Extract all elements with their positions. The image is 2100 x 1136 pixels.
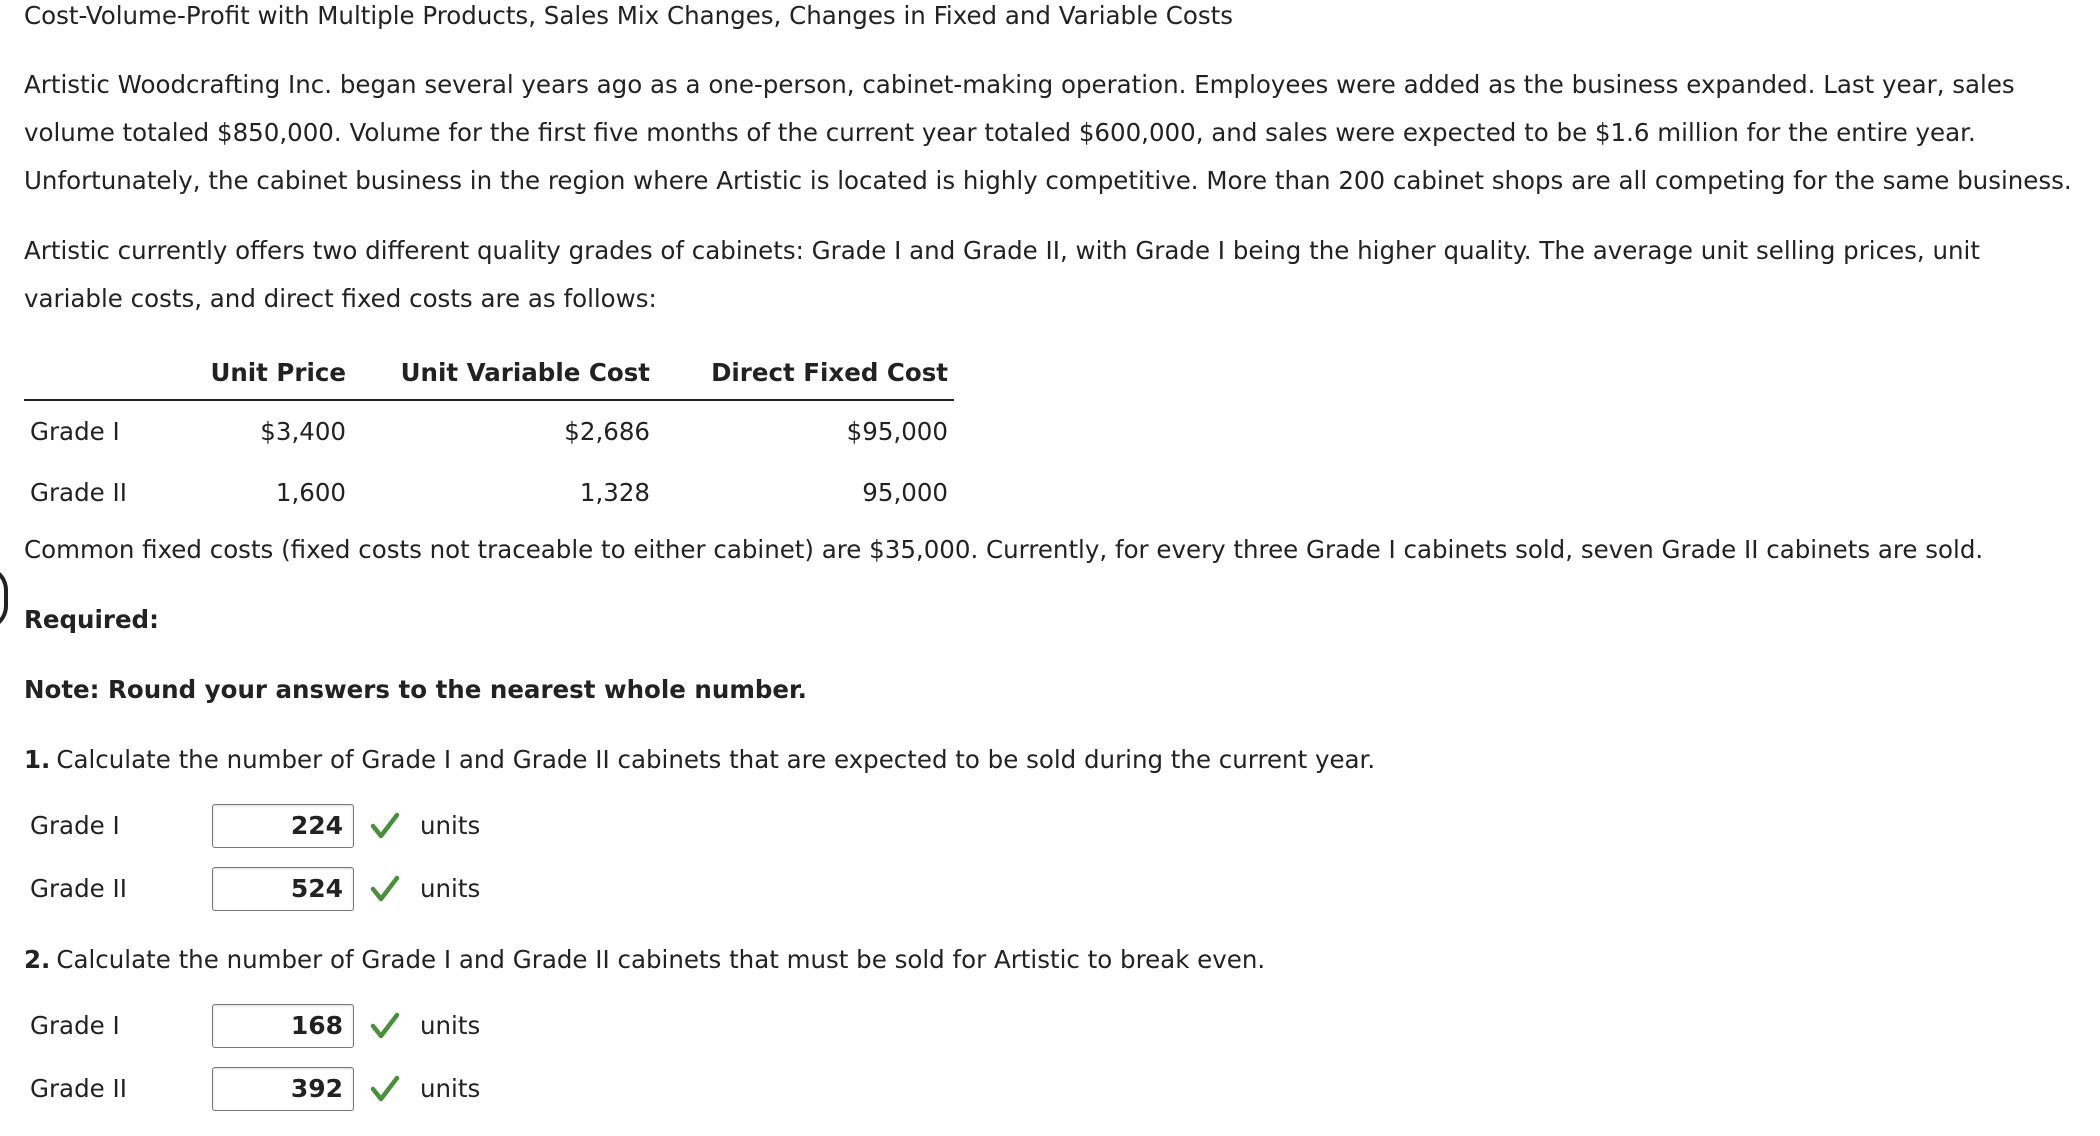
question-text: Calculate the number of Grade I and Grade II cabinets that must be sold for Artistic to break even. xyxy=(56,945,1266,974)
edge-bracket-decoration xyxy=(0,566,8,630)
units-label: units xyxy=(420,1011,481,1040)
common-fixed-paragraph: Common fixed costs (fixed costs not traceable to either cabinet) are $35,000. Currently, for every three Grade I cabinets sold, seven Grade II cabinets are sold. xyxy=(24,535,1984,564)
units-label: units xyxy=(420,874,481,903)
question-number: 2. xyxy=(24,945,51,974)
direct-fixed-cost-cell: $95,000 xyxy=(846,417,948,446)
unit-variable-cost-cell: 1,328 xyxy=(579,478,650,507)
problem-page xyxy=(24,0,2084,1120)
answer-row-grade-1 xyxy=(24,994,2084,1057)
grade-2-break-even-input[interactable]: 392 xyxy=(212,1067,354,1111)
question-1 xyxy=(24,736,2084,784)
grade-1-expected-input[interactable]: 224 xyxy=(212,804,354,848)
question-2 xyxy=(24,936,2084,984)
table-header-row xyxy=(24,345,954,400)
table-header-blank xyxy=(24,345,188,400)
unit-price-cell: $3,400 xyxy=(260,417,346,446)
row-label: Grade II xyxy=(30,478,127,507)
answer-row-grade-2 xyxy=(24,1057,2084,1120)
question-2-answers xyxy=(24,994,2084,1120)
unit-price-cell: 1,600 xyxy=(275,478,346,507)
question-1-answers xyxy=(24,794,2084,920)
answer-label: Grade II xyxy=(30,1074,127,1103)
answer-row-grade-1 xyxy=(24,794,2084,857)
unit-variable-cost-cell: $2,686 xyxy=(564,417,650,446)
answer-label: Grade II xyxy=(30,874,127,903)
answer-label: Grade I xyxy=(30,1011,120,1040)
intro-paragraph: Artistic Woodcrafting Inc. began several years ago as a one-person, cabinet-making operation. Employees were added as the business expanded. Last year, sales volume totaled $850,000. Volume for the first five months of the current year totaled $600,000, and sales were expected to be $1.6 million for the entire year. Unfortunately, the cabinet business in the region where Artistic is located is highly competitive. More than 200 cabinet shops are all competing for the same business. xyxy=(24,70,2072,195)
table-row xyxy=(24,400,954,462)
question-number: 1. xyxy=(24,745,51,774)
rounding-note: Note: Round your answers to the nearest whole number. xyxy=(24,675,807,704)
table-header-direct-fixed-cost: Direct Fixed Cost xyxy=(656,345,954,400)
answer-row-grade-2 xyxy=(24,857,2084,920)
direct-fixed-cost-cell: 95,000 xyxy=(862,478,948,507)
row-label: Grade I xyxy=(30,417,120,446)
grades-paragraph: Artistic currently offers two different quality grades of cabinets: Grade I and Grade II, with Grade I being the higher quality. The average unit selling prices, unit variable costs, and direct fixed costs are as follows: xyxy=(24,236,1980,313)
table-row xyxy=(24,462,954,523)
units-label: units xyxy=(420,811,481,840)
required-heading: Required: xyxy=(24,605,159,634)
checkmark-icon xyxy=(370,869,410,909)
table-header-unit-variable-cost: Unit Variable Cost xyxy=(352,345,656,400)
answer-label: Grade I xyxy=(30,811,120,840)
grade-1-break-even-input[interactable]: 168 xyxy=(212,1004,354,1048)
checkmark-icon xyxy=(370,1006,410,1046)
grade-2-expected-input[interactable]: 524 xyxy=(212,867,354,911)
question-text: Calculate the number of Grade I and Grade II cabinets that are expected to be sold during the current year. xyxy=(56,745,1376,774)
checkmark-icon xyxy=(370,806,410,846)
checkmark-icon xyxy=(370,1069,410,1109)
page-title: Cost-Volume-Profit with Multiple Products, Sales Mix Changes, Changes in Fixed and Variable Costs xyxy=(24,1,1233,30)
table-header-unit-price: Unit Price xyxy=(188,345,352,400)
cost-table xyxy=(24,345,954,523)
units-label: units xyxy=(420,1074,481,1103)
